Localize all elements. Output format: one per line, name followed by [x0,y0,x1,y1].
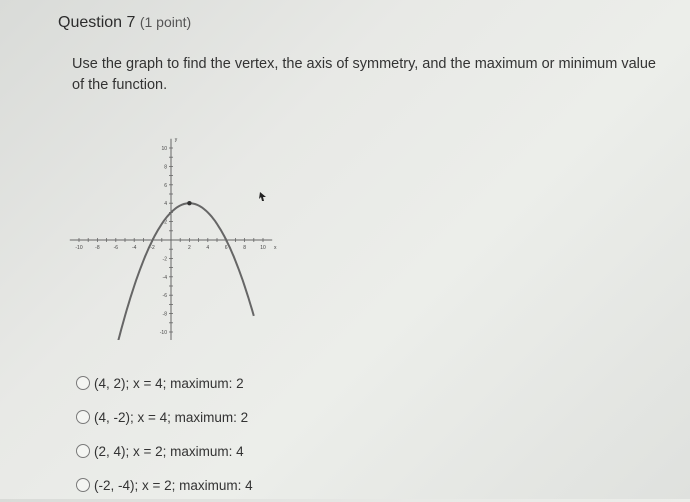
radio-button[interactable] [76,444,90,458]
x-tick-label: 2 [188,245,191,251]
y-tick-label: 2 [164,219,167,226]
y-axis-name: y [174,136,178,143]
y-tick-label: -6 [162,293,167,300]
parabola-curve [113,203,254,340]
choice-2[interactable] [76,400,253,434]
choice-label: (-2, -4); x = 2; maximum: 4 [94,477,253,493]
choice-label: (2, 4); x = 2; maximum: 4 [94,443,244,459]
y-tick-label: 6 [164,182,167,189]
x-tick-label: 8 [243,245,246,251]
x-axis-name: x [273,245,277,251]
y-tick-label: 8 [164,164,167,171]
y-tick-label: 4 [164,201,167,208]
y-tick-label: 10 [161,146,167,152]
choice-label: (4, 2); x = 4; maximum: 2 [94,375,244,391]
x-tick-label: -10 [75,245,83,251]
y-tick-label: -8 [162,311,167,318]
choice-label: (4, -2); x = 4; maximum: 2 [94,409,249,425]
x-tick-label: 6 [224,245,228,251]
x-tick-label: -8 [95,245,100,251]
y-tick-label: -4 [162,274,167,281]
question-title [58,14,191,32]
radio-button[interactable] [76,376,90,390]
parabola-graph [60,130,280,340]
vertex-point [187,201,191,205]
y-tick-label: -10 [159,330,167,336]
x-tick-label: 4 [206,245,210,251]
x-tick-label: -6 [113,245,119,251]
y-tick-label: -2 [162,256,167,263]
question-number: Question 7 [58,14,136,31]
x-tick-label: -4 [131,245,137,251]
x-tick-label: 10 [260,245,266,251]
choice-4[interactable] [76,468,253,502]
radio-button[interactable] [76,478,90,492]
choice-1[interactable] [76,366,253,400]
graph-axes [70,136,272,340]
graph-tick-labels [75,137,277,336]
x-tick-label: -2 [150,245,155,251]
mouse-cursor-icon [259,192,266,201]
question-prompt: Use the graph to find the vertex, the axis of symmetry, and the maximum or minimum value of the function. [72,56,656,93]
choice-3[interactable] [76,434,253,468]
answer-choices [76,366,253,502]
radio-button[interactable] [76,410,90,424]
question-points: (1 point) [139,14,192,30]
